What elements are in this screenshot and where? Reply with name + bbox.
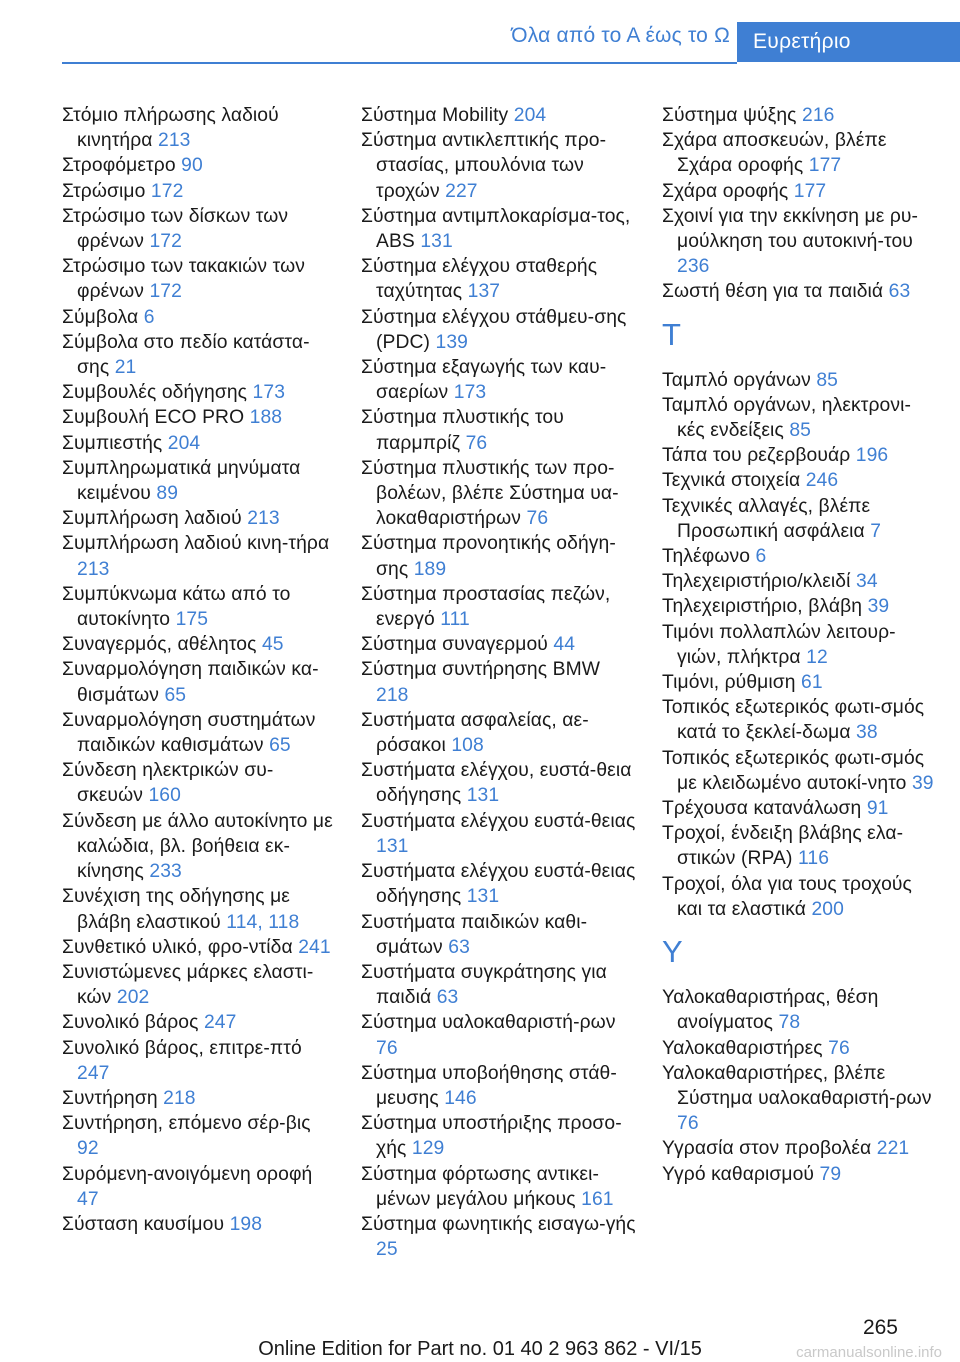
index-entry — [361, 254, 636, 304]
index-column-3 — [662, 103, 937, 1187]
page-reference-link[interactable]: 65 — [269, 735, 291, 757]
page-reference-link[interactable]: 63 — [888, 281, 911, 303]
index-entry-term: Συνολικό βάρος, επιτρε-πτό — [62, 1037, 302, 1059]
index-letter-heading: Τ — [662, 316, 681, 352]
index-entry-term: Συναρμολόγηση παιδικών κα-θισμάτων — [62, 659, 319, 706]
page-reference-link[interactable]: 161 — [581, 1188, 614, 1210]
index-entry-term: Συστήματα ασφαλείας, αε-ρόσακοι — [361, 709, 589, 757]
index-entry-term: Σύστημα αντικλεπτικής προ-στασίας, μπουλόνια των τροχών — [361, 130, 607, 202]
index-entry — [361, 758, 636, 808]
page-reference-link[interactable]: 198 — [229, 1213, 263, 1235]
index-entry — [662, 103, 937, 128]
index-entry-term: Συναγερμός, αθέλητος — [62, 634, 257, 656]
index-entry-term: Ταμπλό οργάνων — [662, 369, 811, 391]
page-number: 265 — [862, 1316, 898, 1339]
index-entry-term: Στρώσιμο των δίσκων των φρένων — [62, 205, 289, 253]
page-reference-link[interactable]: 76 — [465, 432, 488, 454]
index-entry-term: Τροχοί, όλα για τους τροχούς και τα ελαστικά — [662, 873, 912, 920]
index-entry-term: Στροφόμετρο — [62, 155, 176, 177]
index-entry — [62, 254, 337, 304]
page-reference-link[interactable]: 247 — [203, 1012, 237, 1034]
index-entry-term: Σύστημα ελέγχου σταθερής ταχύτητας — [361, 256, 598, 303]
index-entry-term: Τηλέφωνο — [662, 546, 751, 568]
page-reference-link[interactable]: 85 — [816, 369, 838, 391]
page-header — [0, 22, 960, 62]
index-entry-term: Τηλεχειριστήριο/κλειδί — [662, 571, 851, 593]
index-entry-term: Σύμβολα — [62, 306, 139, 328]
watermark: carmanualsonline.info — [796, 1344, 942, 1361]
index-entry-term: Συνολικό βάρος — [62, 1012, 199, 1034]
page-reference-link[interactable]: 246 — [805, 470, 839, 492]
page-reference-link[interactable]: 6 — [755, 546, 767, 568]
index-entry — [662, 494, 937, 544]
page-reference-link[interactable]: 76 — [677, 1113, 699, 1135]
index-entry — [361, 960, 636, 1010]
index-entry-term: Σύστημα εξαγωγής των καυ-σαερίων — [361, 357, 607, 404]
page-reference-link[interactable]: 177 — [808, 155, 842, 177]
index-entry — [361, 128, 636, 204]
index-entry-term: Σύστημα υποστήριξης προσο-χής — [361, 1113, 622, 1160]
index-entry-term: Τεχνικά στοιχεία — [662, 470, 801, 492]
index-entry-term: Στρώσιμο — [62, 180, 146, 202]
page-reference-link[interactable]: 7 — [870, 520, 882, 542]
index-entry — [361, 305, 636, 355]
page-reference-link[interactable]: 108 — [451, 735, 484, 757]
index-entry-term: Σωστή θέση για τα παιδιά — [662, 281, 884, 303]
index-entry-term: Σύνδεση ηλεκτρικών συ-σκευών — [62, 760, 274, 807]
page-reference-link[interactable]: 44 — [553, 634, 576, 656]
index-entry-term: Σύσταση καυσίμου — [62, 1213, 225, 1235]
index-entry-term: Υαλοκαθαριστήρες, βλέπε Σύστημα υαλοκαθαριστή-ρων — [662, 1062, 932, 1109]
index-entry — [62, 305, 337, 330]
page-reference-link[interactable]: 233 — [149, 861, 182, 883]
page-reference-link[interactable]: 172 — [150, 180, 184, 202]
index-entry-term: Στρώσιμο των τακακιών των φρένων — [62, 256, 305, 303]
index-entry-term: Συστήματα συγκράτησης για παιδιά — [361, 961, 607, 1009]
index-entry — [62, 708, 337, 758]
page-reference-link[interactable]: 131 — [420, 231, 453, 253]
index-entry-term: Συστήματα ελέγχου, ευστά-θεια οδήγησης — [361, 760, 632, 807]
index-entry — [662, 393, 937, 443]
index-entry — [62, 632, 337, 657]
index-entry — [662, 594, 937, 619]
index-entry — [361, 405, 636, 455]
index-entry-term: Σύστημα υαλοκαθαριστή-ρων — [361, 1012, 616, 1034]
index-entry — [62, 380, 337, 405]
page-reference-link[interactable]: 247 — [77, 1062, 110, 1084]
index-entry-term: Υγρασία στον προβολέα — [662, 1138, 872, 1160]
index-entry-term: Τιμόνι, ρύθμιση — [662, 672, 796, 694]
page-reference-link[interactable]: 47 — [77, 1188, 99, 1210]
index-entry-term: Τηλεχειριστήριο, βλάβη — [662, 596, 863, 618]
page-reference-link[interactable]: 76 — [526, 508, 549, 530]
index-entry — [361, 1162, 636, 1212]
page-reference-link[interactable]: 172 — [149, 281, 182, 303]
page-reference-link[interactable]: 241 — [298, 936, 331, 958]
index-entry — [662, 1136, 937, 1161]
index-entry-term: Σύστημα Mobility — [361, 105, 509, 126]
index-entry — [361, 708, 636, 758]
page-reference-link[interactable]: 146 — [444, 1087, 477, 1109]
index-entry-term: Σύστημα αντιμπλοκαρίσμα-τος, ABS — [361, 205, 631, 253]
index-entry — [361, 456, 636, 532]
page-reference-link[interactable]: 111 — [440, 609, 470, 631]
index-entry — [361, 657, 636, 707]
index-entry — [62, 582, 337, 632]
index-entry — [662, 1162, 937, 1187]
index-entry — [662, 821, 937, 871]
index-entry — [62, 884, 337, 934]
page-reference-link[interactable]: 188 — [249, 407, 283, 429]
page-reference-link[interactable]: 131 — [466, 785, 500, 807]
page-reference-link[interactable]: 63 — [436, 987, 459, 1009]
index-entry — [62, 657, 337, 707]
page-reference-link[interactable]: 218 — [376, 684, 409, 706]
index-entry-term: Τοπικός εξωτερικός φωτι-σμός κατά το ξεκλεί-δωμα — [662, 697, 925, 744]
page-reference-link[interactable]: 78 — [778, 1012, 801, 1034]
index-entry — [662, 468, 937, 493]
page-reference-link[interactable]: 160 — [148, 785, 181, 807]
index-entry — [62, 1162, 337, 1212]
page-reference-link[interactable]: 216 — [802, 105, 835, 126]
index-entry-term: Τροχοί, ένδειξη βλάβης ελα-στικών (RPA) — [662, 823, 904, 870]
index-entry — [662, 670, 937, 695]
page-reference-link[interactable]: 91 — [866, 798, 889, 820]
index-entry — [662, 179, 937, 204]
index-entry — [62, 758, 337, 808]
index-entry-term: Συμπιεστής — [62, 432, 163, 454]
index-entry-term: Σύστημα ελέγχου στάθμευ-σης (PDC) — [361, 306, 627, 353]
index-entry-term: Τεχνικές αλλαγές, βλέπε Προσωπική ασφάλεια — [662, 495, 871, 542]
index-entry — [662, 544, 937, 569]
index-entry-term: Συμπλήρωση λαδιού — [62, 508, 242, 530]
index-entry-term: Συμπλήρωση λαδιού κινη-τήρα — [62, 533, 330, 555]
page-reference-link[interactable]: 129 — [411, 1138, 445, 1160]
page-reference-link[interactable]: 65 — [164, 684, 187, 706]
index-entry — [662, 872, 937, 922]
index-entry-term: Τρέχουσα κατανάλωση — [662, 798, 862, 820]
page-reference-link[interactable]: 196 — [855, 445, 889, 467]
index-entry-term: Συμπύκνωμα κάτω από το αυτοκίνητο — [62, 583, 291, 631]
index-entry-term: Συντήρηση, επόμενο σέρ-βις — [62, 1113, 311, 1135]
index-entry — [62, 153, 337, 178]
page-reference-link[interactable]: 202 — [116, 987, 150, 1009]
page-reference-link[interactable]: 39 — [911, 772, 934, 794]
index-entry — [662, 443, 937, 468]
index-entry — [62, 531, 337, 581]
index-entry — [62, 960, 337, 1010]
page-reference-link[interactable]: 131 — [376, 835, 409, 857]
index-entry — [662, 985, 937, 1035]
page-reference-link[interactable]: 173 — [252, 382, 286, 404]
index-entry-term: Σχοινί για την εκκίνηση με ρυ-μούλκηση του αυτοκινή-του — [662, 205, 919, 253]
index-entry — [62, 1086, 337, 1111]
index-entry-term: Ταμπλό οργάνων, ηλεκτρονι-κές ενδείξεις — [662, 394, 912, 442]
index-entry-term: Συνιστώμενες μάρκες ελαστι-κών — [62, 961, 314, 1009]
page-reference-link[interactable]: 236 — [677, 256, 710, 278]
index-entry — [361, 1212, 636, 1262]
index-entry — [62, 935, 337, 960]
index-entry — [62, 405, 337, 430]
index-column-1 — [62, 103, 337, 1237]
index-entry — [361, 355, 636, 405]
page-reference-link[interactable]: 218 — [163, 1087, 196, 1109]
index-entry — [662, 204, 937, 280]
page-reference-link[interactable]: 227 — [445, 180, 478, 202]
index-entry — [361, 1010, 636, 1060]
index-entry-term: Συνέχιση της οδήγησης με βλάβη ελαστικού — [62, 886, 290, 933]
index-entry-term: Σύστημα προνοητικής οδήγη-σης — [361, 533, 616, 580]
index-entry-term: Σύστημα συντήρησης BMW — [361, 659, 601, 681]
index-entry-term: Συνθετικό υλικό, φρο-ντίδα — [62, 936, 293, 958]
index-entry — [62, 506, 337, 531]
index-entry — [662, 620, 937, 670]
page-reference-link[interactable]: 21 — [114, 357, 137, 379]
index-entry — [361, 1111, 636, 1161]
page-reference-link[interactable]: 116 — [797, 848, 830, 870]
index-entry-term: Συμβουλές οδήγησης — [62, 382, 248, 404]
index-entry-term: Σύμβολα στο πεδίο κατάστα-σης — [62, 331, 310, 379]
index-entry — [361, 531, 636, 581]
index-entry — [361, 582, 636, 632]
index-entry-term: Σύστημα πλυστικής του παρμπρίζ — [361, 407, 564, 454]
index-entry — [361, 103, 636, 128]
footer-edition: Online Edition for Part no. 01 40 2 963 862 - VI/15 — [258, 1338, 702, 1360]
index-entry-term: Συμβουλή ECO PRO — [62, 407, 245, 429]
page-reference-link[interactable]: 79 — [819, 1163, 842, 1185]
index-entry — [662, 279, 937, 304]
index-entry — [62, 1010, 337, 1035]
index-entry-term: Σύστημα φόρτωσης αντικει-μένων μεγάλου μήκους — [361, 1163, 600, 1210]
index-entry — [361, 632, 636, 657]
page-reference-link[interactable]: 213 — [77, 558, 110, 580]
page-reference-link[interactable]: 221 — [876, 1138, 910, 1160]
page-reference-link[interactable]: 173 — [453, 382, 487, 404]
index-entry — [662, 796, 937, 821]
page-reference-link[interactable]: 76 — [828, 1037, 850, 1059]
page-reference-link[interactable]: 204 — [513, 105, 547, 126]
index-entry — [361, 910, 636, 960]
header-rule — [62, 62, 737, 64]
index-entry — [361, 1061, 636, 1111]
page-reference-link[interactable]: 38 — [856, 722, 878, 744]
page-reference-link[interactable]: 85 — [789, 420, 811, 442]
page-reference-link[interactable]: 189 — [413, 558, 447, 580]
page-reference-link[interactable]: 25 — [376, 1239, 398, 1261]
page-reference-link[interactable]: 137 — [467, 281, 501, 303]
index-column-2 — [361, 103, 636, 1262]
page-reference-link[interactable]: 213 — [247, 508, 280, 530]
index-entry — [662, 569, 937, 594]
page-reference-link[interactable]: 204 — [167, 432, 201, 454]
index-entry-term: Σύστημα φωνητικής εισαγω-γής — [361, 1213, 636, 1235]
page-reference-link[interactable]: 139 — [435, 331, 469, 353]
page-reference-link[interactable]: 39 — [867, 596, 890, 618]
index-entry — [62, 103, 337, 153]
index-entry — [662, 1061, 937, 1137]
index-entry-term: Στόμιο πλήρωσης λαδιού κινητήρα — [62, 105, 279, 152]
page-reference-link[interactable]: 175 — [175, 609, 209, 631]
index-entry — [361, 809, 636, 859]
page-reference-link[interactable]: 213 — [158, 130, 191, 152]
index-entry-term: Τάπα του ρεζερβουάρ — [662, 445, 851, 467]
index-entry-term: Τιμόνι πολλαπλών λειτουρ-γιών, πλήκτρα — [662, 621, 896, 668]
index-entry-term: Συστήματα ελέγχου ευστά-θειας — [361, 810, 636, 832]
page-reference-link[interactable]: 131 — [466, 886, 500, 908]
index-entry — [662, 368, 937, 393]
page-reference-link[interactable]: 92 — [77, 1138, 99, 1160]
index-entry-term: Σχάρα αποσκευών, βλέπε Σχάρα οροφής — [662, 130, 887, 177]
index-entry-term: Σύστημα υποβοήθησης στάθ-μευσης — [361, 1062, 617, 1109]
index-entry — [662, 1036, 937, 1061]
page-reference-link[interactable]: 61 — [801, 672, 823, 694]
index-tab[interactable]: Ευρετήριο — [737, 22, 960, 62]
index-entry — [662, 128, 937, 178]
page-reference-link[interactable]: 200 — [811, 898, 844, 920]
index-entry — [662, 695, 937, 745]
page-reference-link[interactable]: 6 — [143, 306, 155, 328]
index-entry — [361, 859, 636, 909]
index-entry-term: Τοπικός εξωτερικός φωτι-σμός με κλειδωμένο αυτοκί-νητο — [662, 747, 925, 794]
index-entry — [62, 456, 337, 506]
index-entry-term: Υγρό καθαρισμού — [662, 1163, 815, 1185]
page-reference-link[interactable]: 172 — [149, 231, 182, 253]
page-reference-link[interactable]: 89 — [156, 483, 179, 505]
page-reference-link[interactable]: 90 — [181, 155, 203, 177]
index-entry-term: Σύστημα προστασίας πεζών, ενεργό — [361, 583, 611, 631]
index-entry-term: Συναρμολόγηση συστημάτων παιδικών καθισμάτων — [62, 709, 316, 757]
index-entry — [62, 204, 337, 254]
index-entry — [361, 204, 636, 254]
index-entry — [62, 330, 337, 380]
index-entry-term: Σύστημα πλυστικής των προ-βολέων, βλέπε Σύστημα υα-λοκαθαριστήρων — [361, 457, 619, 530]
index-entry-term: Συντήρηση — [62, 1087, 158, 1109]
page-reference-link[interactable]: 114, 118 — [226, 911, 300, 933]
page-reference-link[interactable]: 34 — [856, 571, 878, 593]
index-entry-term: Σύστημα συναγερμού — [361, 634, 548, 656]
index-entry-term: Υαλοκαθαριστήρας, θέση ανοίγματος — [662, 987, 879, 1034]
index-entry — [62, 431, 337, 456]
index-entry-term: Συρόμενη-ανοιγόμενη οροφή — [62, 1163, 313, 1185]
index-entry-term: Συμπληρωματικά μηνύματα κειμένου — [62, 457, 301, 505]
index-entry-term: Σχάρα οροφής — [662, 180, 789, 202]
index-entry — [662, 746, 937, 796]
page-reference-link[interactable]: 12 — [806, 646, 828, 668]
page-reference-link[interactable]: 63 — [448, 936, 470, 958]
index-entry-term: Υαλοκαθαριστήρες — [662, 1037, 823, 1059]
index-entry-term: Σύστημα ψύξης — [662, 105, 797, 126]
page-reference-link[interactable]: 76 — [376, 1037, 398, 1059]
index-entry — [62, 179, 337, 204]
section-title: Όλα από το Α έως το Ω — [511, 24, 730, 47]
index-entry — [62, 1111, 337, 1161]
index-entry-term: Σύνδεση με άλλο αυτοκίνητο με καλώδια, βλ. βοήθεια εκ-κίνησης — [62, 810, 333, 883]
index-entry-term: Συστήματα ελέγχου ευστά-θειας οδήγησης — [361, 861, 636, 908]
index-entry — [62, 809, 337, 885]
page-reference-link[interactable]: 45 — [261, 634, 284, 656]
index-entry — [62, 1212, 337, 1237]
page-reference-link[interactable]: 177 — [793, 180, 827, 202]
index-letter-heading: Υ — [662, 934, 683, 970]
index-entry-term: Συστήματα παιδικών καθι-σμάτων — [361, 911, 588, 958]
index-entry — [62, 1036, 337, 1086]
